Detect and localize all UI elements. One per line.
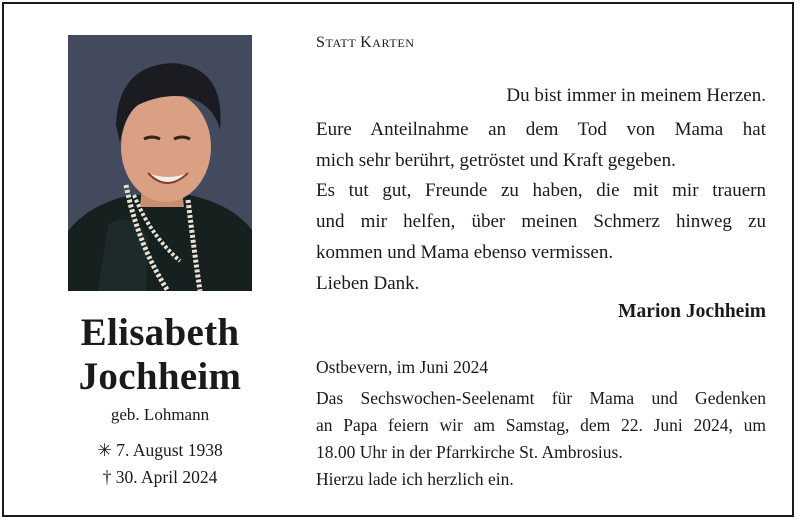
birth-star-icon: ✳ — [97, 440, 112, 460]
portrait-image — [68, 35, 252, 291]
statt-karten-header — [316, 34, 415, 52]
paragraph-line: kommen und Mama ebenso vermissen. — [316, 242, 614, 263]
thanks-paragraph-2 — [316, 175, 766, 268]
thanks-paragraph-1 — [316, 114, 766, 176]
notice-line: 18.00 Uhr in der Pfarrkirche St. Ambrosius. — [316, 442, 623, 462]
cross-icon: † — [102, 467, 112, 487]
statt-label: STATT — [316, 34, 357, 51]
service-notice — [316, 385, 766, 493]
karten-label: KARTEN — [360, 34, 415, 51]
quote-line: Du bist immer in meinem Herzen. — [506, 85, 766, 106]
death-date-text: 30. April 2024 — [115, 467, 218, 487]
birth-date-text: 7. August 1938 — [116, 440, 223, 460]
portrait-photo — [68, 35, 252, 291]
deceased-first-name: Elisabeth — [80, 311, 240, 354]
signer-name: Marion Jochheim — [618, 301, 766, 322]
notice-line: an Papa feiern wir am Samstag, dem 22. Juni 2024, um — [316, 415, 766, 435]
notice-line: Das Sechswochen-Seelenamt für Mama und Gedenken — [316, 388, 766, 408]
birth-date — [40, 439, 280, 461]
death-date — [40, 466, 280, 488]
notice-line: Hierzu lade ich herzlich ein. — [316, 469, 514, 489]
place-date: Ostbevern, im Juni 2024 — [316, 357, 489, 377]
deceased-last-name: Jochheim — [78, 355, 242, 398]
paragraph-line: Eure Anteilnahme an dem Tod von Mama hat — [316, 119, 766, 140]
paragraph-line: Es tut gut, Freunde zu haben, die mit mir trauern — [316, 180, 766, 201]
paragraph-line: mich sehr berührt, getröstet und Kraft gegeben. — [316, 150, 676, 171]
maiden-name: geb. Lohmann — [110, 405, 210, 424]
thanks-closing: Lieben Dank. — [316, 273, 420, 294]
paragraph-line: und mir helfen, über meinen Schmerz hinweg zu — [316, 211, 766, 232]
